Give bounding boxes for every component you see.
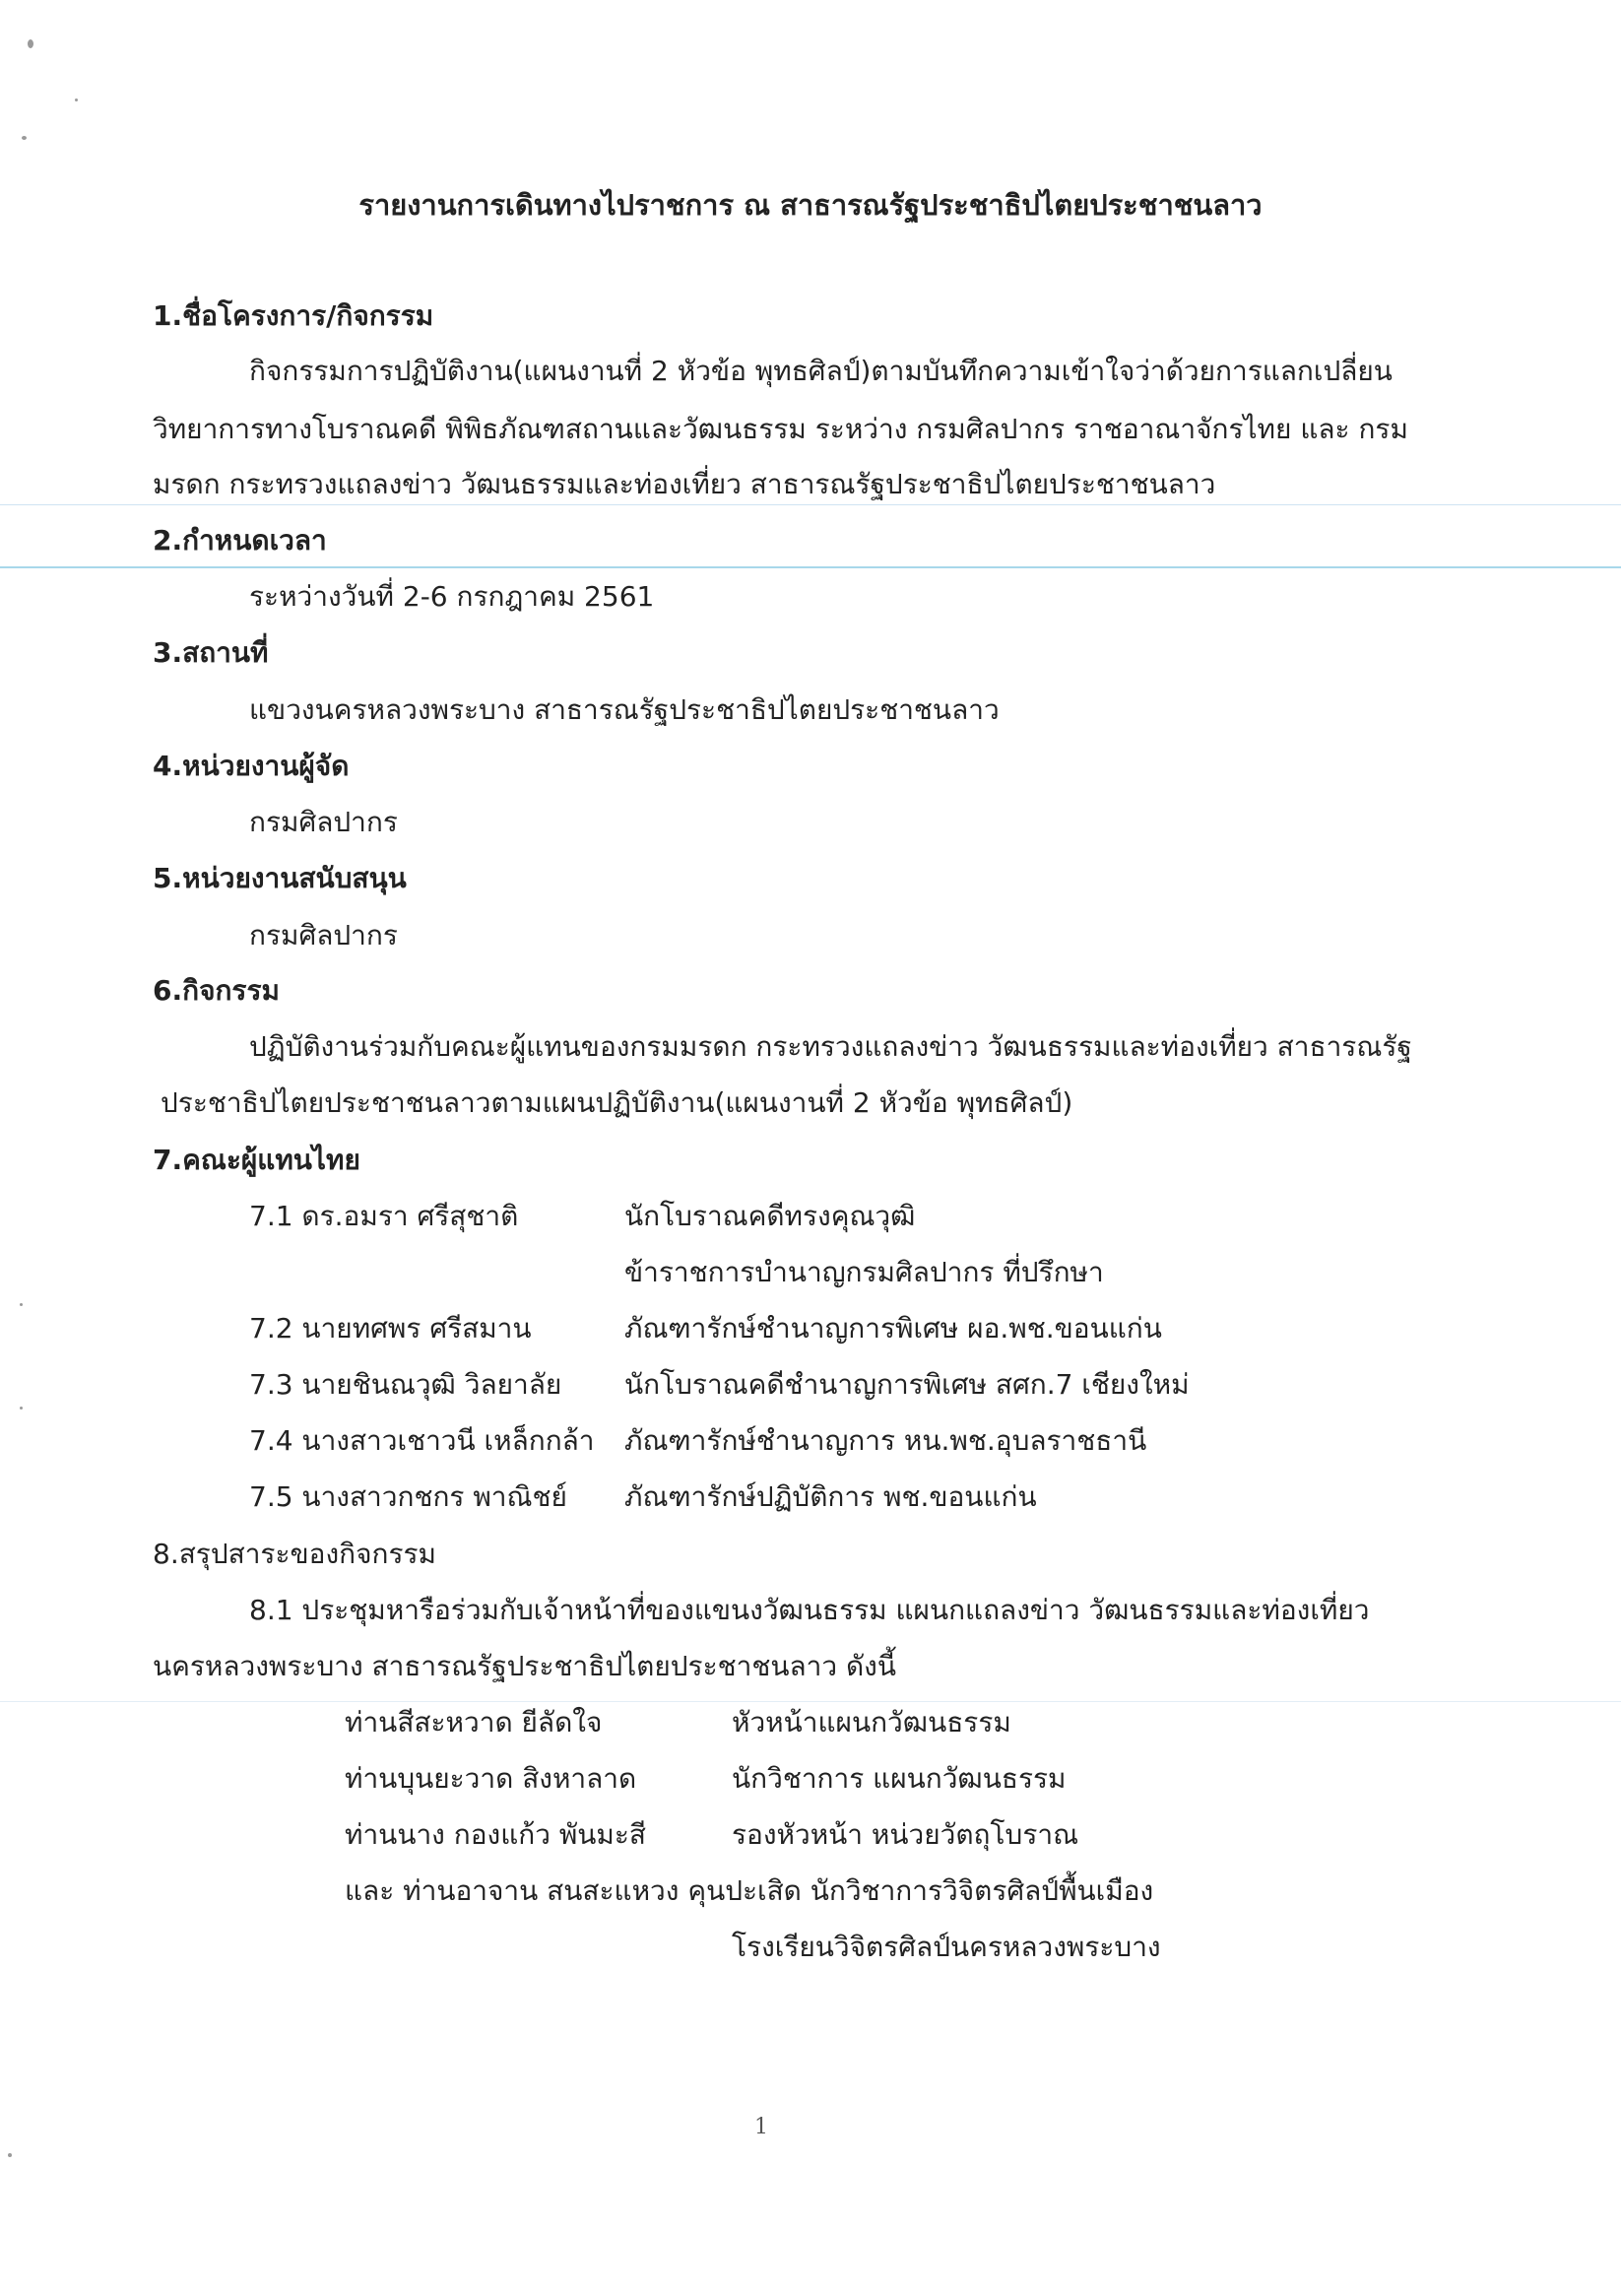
scan-line-artifact — [0, 1701, 1621, 1702]
member-role: ข้าราชการบำนาญกรมศิลปากร ที่ปรึกษา — [624, 1256, 1104, 1288]
member-name: 7.5 นางสาวกชกร พาณิชย์ — [249, 1480, 567, 1513]
section-7-heading: 7.คณะผู้แทนไทย — [153, 1144, 360, 1176]
section-2-text: ระหว่างวันที่ 2-6 กรกฎาคม 2561 — [249, 580, 655, 613]
section-5-heading: 5.หน่วยงานสนับสนุน — [153, 862, 407, 894]
section-8-heading: 8.สรุปสาระของกิจกรรม — [153, 1538, 436, 1570]
section-4-heading: 4.หน่วยงานผู้จัด — [153, 750, 350, 782]
scan-speck — [8, 2153, 12, 2157]
scan-speck — [75, 98, 78, 101]
member-name: 7.2 นายทศพร ศรีสมาน — [249, 1312, 532, 1345]
section-4-text: กรมศิลปากร — [249, 806, 398, 838]
member-role: ภัณฑารักษ์ชำนาญการ หน.พช.อุบลราชธานี — [624, 1424, 1147, 1457]
official-role: รองหัวหน้า หน่วยวัตถุโบราณ — [732, 1818, 1079, 1851]
section-1-line: กิจกรรมการปฏิบัติงาน(แผนงานที่ 2 หัวข้อ พุทธศิลป์)ตามบันทึกความเข้าใจว่าด้วยการแลกเปลี่ยน — [249, 355, 1393, 387]
member-name: 7.3 นายชินณวุฒิ วิลยาลัย — [249, 1368, 562, 1401]
section-1-line: มรดก กระทรวงแถลงข่าว วัฒนธรรมและท่องเที่ยว สาธารณรัฐประชาธิปไตยประชาชนลาว — [153, 468, 1216, 500]
section-6-line: ปฏิบัติงานร่วมกับคณะผู้แทนของกรมมรดก กระทรวงแถลงข่าว วัฒนธรรมและท่องเที่ยว สาธารณรัฐ — [249, 1030, 1412, 1063]
section-1-heading: 1.ชื่อโครงการ/กิจกรรม — [153, 299, 434, 332]
section-3-heading: 3.สถานที่ — [153, 636, 269, 669]
section-6-line: ประชาธิปไตยประชาชนลาวตามแผนปฏิบัติงาน(แผนงานที่ 2 หัวข้อ พุทธศิลป์) — [161, 1086, 1073, 1119]
document-title: รายงานการเดินทางไปราชการ ณ สาธารณรัฐประชาธิปไตยประชาชนลาว — [358, 188, 1263, 222]
section-2-heading: 2.กำหนดเวลา — [153, 524, 327, 557]
member-role: นักโบราณคดีทรงคุณวุฒิ — [624, 1200, 916, 1232]
scan-speck — [20, 1303, 23, 1306]
section-8-line: นครหลวงพระบาง สาธารณรัฐประชาธิปไตยประชาชนลาว ดังนี้ — [153, 1650, 896, 1682]
member-role: ภัณฑารักษ์ชำนาญการพิเศษ ผอ.พช.ขอนแก่น — [624, 1312, 1162, 1345]
official-name: ท่านนาง กองแก้ว พันมะสี — [345, 1818, 647, 1851]
member-name: 7.4 นางสาวเชาวนี เหล็กกล้า — [249, 1424, 595, 1457]
official-name: ท่านสีสะหวาด ยีลัดใจ — [345, 1706, 603, 1738]
scan-line-artifact — [0, 504, 1621, 505]
official-role: หัวหน้าแผนกวัฒนธรรม — [732, 1706, 1011, 1738]
official-role: นักวิชาการ แผนกวัฒนธรรม — [732, 1762, 1067, 1795]
closing-role: โรงเรียนวิจิตรศิลป์นครหลวงพระบาง — [732, 1931, 1161, 1963]
section-6-heading: 6.กิจกรรม — [153, 974, 280, 1007]
scan-line-artifact — [0, 566, 1621, 568]
section-1-line: วิทยาการทางโบราณคดี พิพิธภัณฑสถานและวัฒนธรรม ระหว่าง กรมศิลปากร ราชอาณาจักรไทย และ กรม — [153, 413, 1408, 445]
scan-speck — [28, 39, 33, 48]
member-role: ภัณฑารักษ์ปฏิบัติการ พช.ขอนแก่น — [624, 1480, 1037, 1513]
official-name: ท่านบุนยะวาด สิงหาลาด — [345, 1762, 637, 1795]
scan-speck — [22, 136, 27, 140]
section-8-line: 8.1 ประชุมหารือร่วมกับเจ้าหน้าที่ของแขนงวัฒนธรรม แผนกแถลงข่าว วัฒนธรรมและท่องเที่ยว — [249, 1594, 1370, 1626]
member-name: 7.1 ดร.อมรา ศรีสุชาติ — [249, 1200, 519, 1232]
scan-speck — [20, 1407, 23, 1410]
member-role: นักโบราณคดีชำนาญการพิเศษ สศก.7 เชียงใหม่ — [624, 1368, 1190, 1401]
section-3-text: แขวงนครหลวงพระบาง สาธารณรัฐประชาธิปไตยประชาชนลาว — [249, 693, 1000, 726]
section-5-text: กรมศิลปากร — [249, 919, 398, 951]
closing-line: และ ท่านอาจาน สนสะแหวง คุนปะเสิด นักวิชาการวิจิตรศิลป์พื้นเมือง — [345, 1874, 1154, 1907]
page-number: 1 — [754, 2115, 768, 2139]
